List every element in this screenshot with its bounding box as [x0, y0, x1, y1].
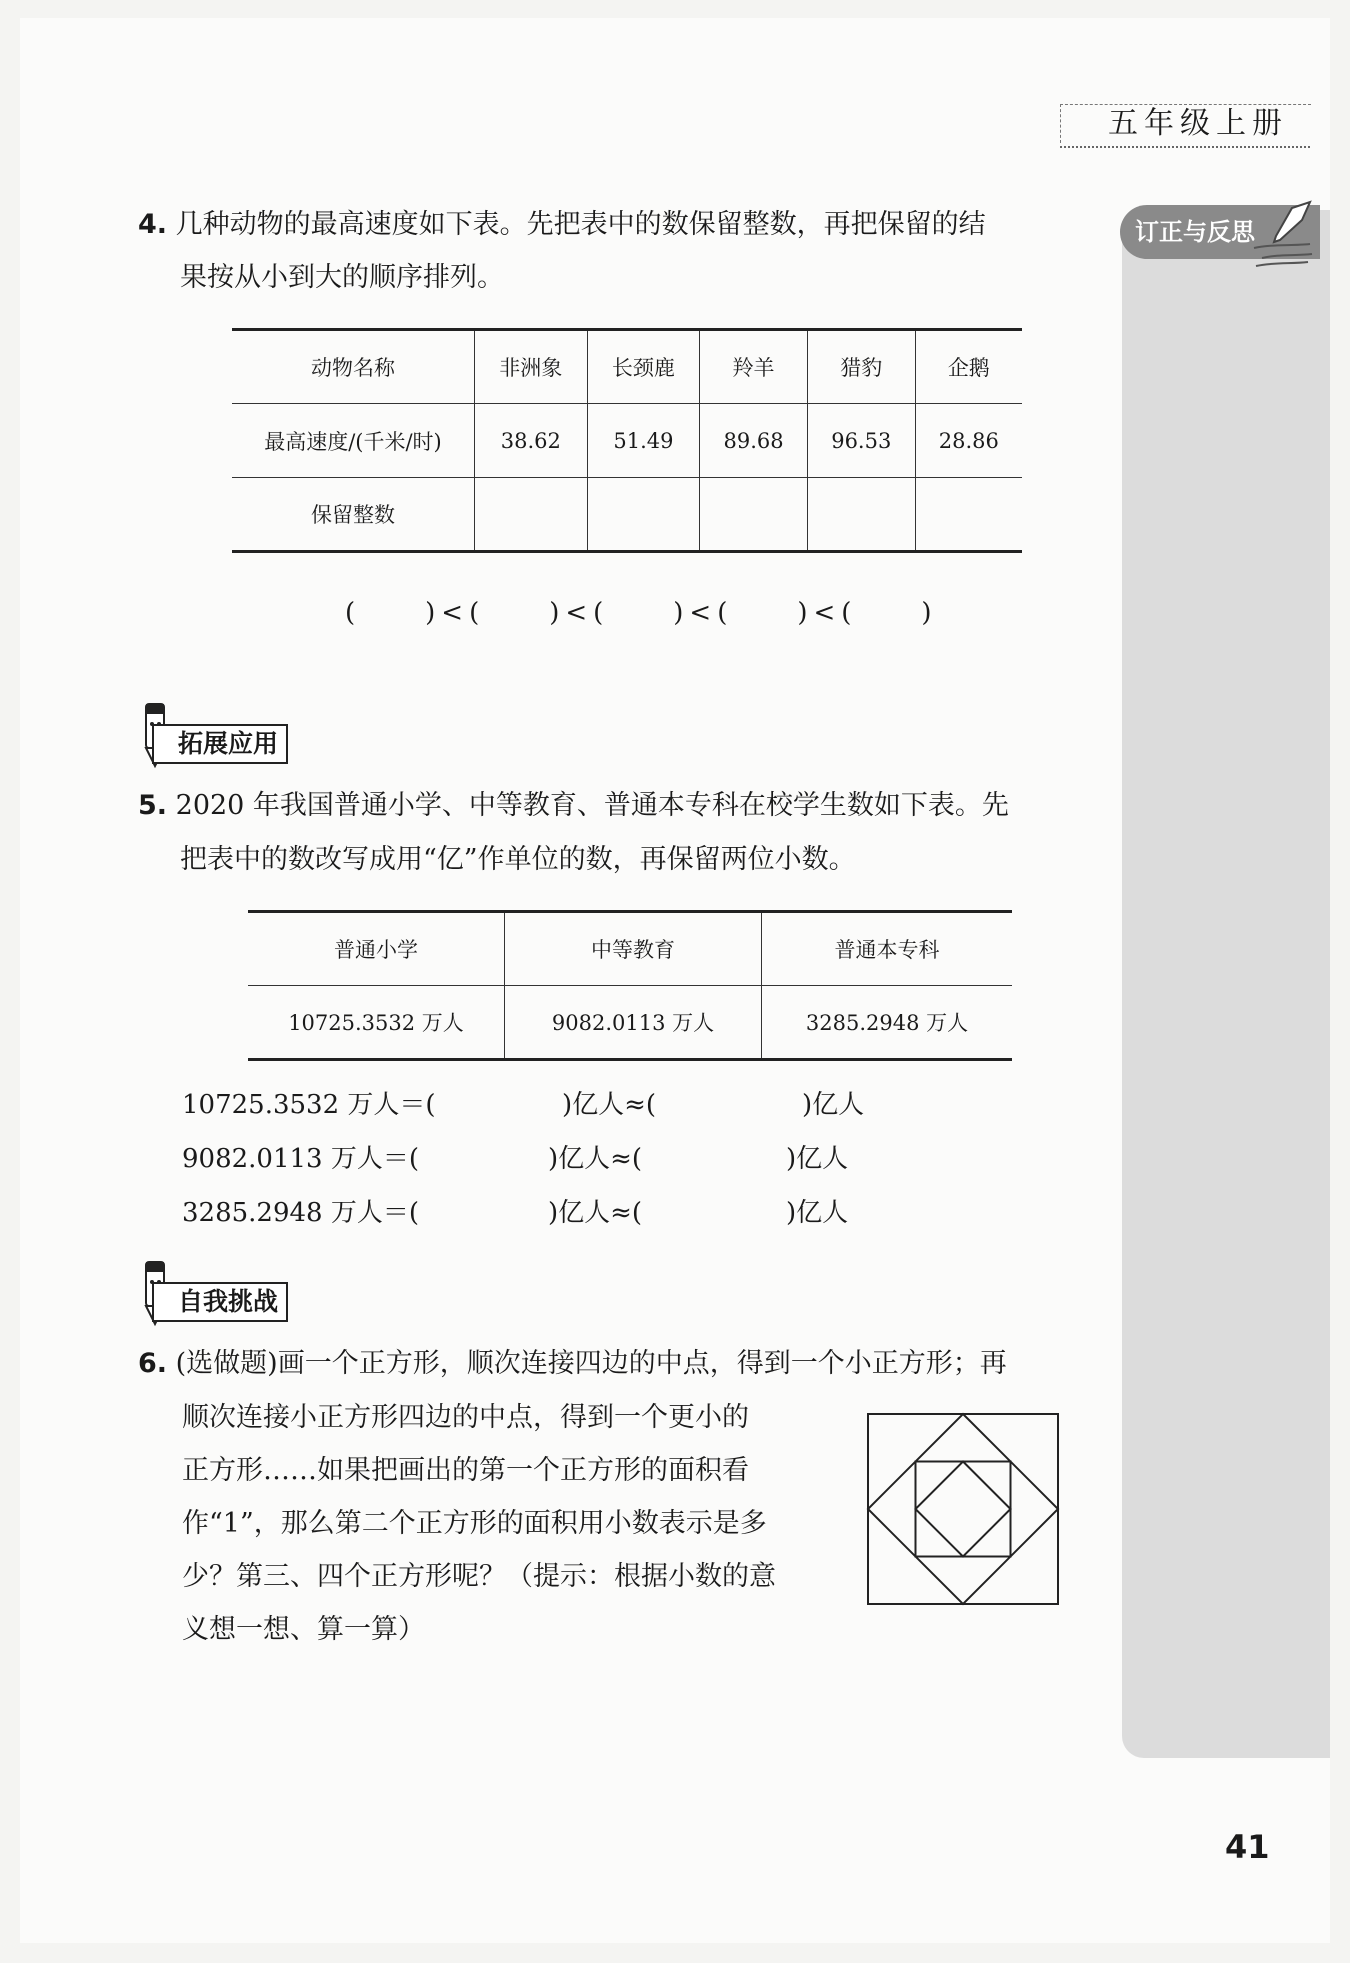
speed-cell: 38.62 — [475, 404, 588, 478]
q6-line1 — [138, 1344, 1007, 1384]
speed-cell: 96.53 — [807, 404, 915, 478]
row-header-rounded: 保留整数 — [311, 503, 395, 527]
q6-line4: 作“1”，那么第二个正方形的面积用小数表示是多 — [182, 1508, 767, 1539]
row-header-animal: 动物名称 — [311, 356, 395, 380]
fourth-square — [916, 1462, 1011, 1557]
q5-line1 — [138, 786, 1009, 826]
q5-answer-right[interactable]: )亿人 — [802, 1090, 865, 1120]
q4-ordering[interactable]: ( )<( )<( )<( )<( ) — [345, 598, 938, 628]
q4-number: 4. — [138, 209, 168, 240]
q5-student-table — [248, 910, 1012, 1061]
page-number: 41 — [1225, 1828, 1270, 1866]
answer-blank[interactable] — [587, 478, 700, 552]
q5-answer-left: 9082.0113 万人＝( — [182, 1144, 420, 1174]
third-square — [916, 1462, 1011, 1557]
animal-cell: 长颈鹿 — [587, 330, 700, 404]
table-row — [232, 330, 1022, 404]
pencil-lines-icon — [1252, 200, 1320, 272]
animal-cell: 企鹅 — [915, 330, 1022, 404]
outer-square — [868, 1414, 1058, 1604]
table-row — [248, 986, 1012, 1060]
value-cell: 9082.0113 万人 — [505, 986, 762, 1060]
q6-text1: (选做题)画一个正方形，顺次连接四边的中点，得到一个小正方形；再 — [175, 1348, 1007, 1379]
q6-line3: 正方形……如果把画出的第一个正方形的面积看 — [182, 1455, 749, 1486]
header-cell: 普通本专科 — [762, 912, 1013, 986]
q6-number: 6. — [138, 1348, 168, 1379]
section-challenge: 自我挑战 — [152, 1282, 288, 1322]
speed-cell: 51.49 — [587, 404, 700, 478]
q4-speed-table — [232, 328, 1022, 553]
row-header-speed: 最高速度/(千米/时) — [264, 429, 442, 454]
q5-number: 5. — [138, 790, 168, 821]
sidebar-tab-label: 订正与反思 — [1135, 218, 1255, 246]
header-cell: 中等教育 — [505, 912, 762, 986]
q5-answer-mid[interactable]: )亿人≈( — [562, 1090, 657, 1120]
value-cell: 10725.3532 万人 — [288, 1011, 464, 1035]
animal-cell: 羚羊 — [700, 330, 808, 404]
q5-answer-mid[interactable]: )亿人≈( — [548, 1144, 643, 1174]
q5-answer-right[interactable]: )亿人 — [786, 1198, 849, 1228]
section-expand: 拓展应用 — [152, 724, 288, 764]
q6-line5: 少？第三、四个正方形呢？（提示：根据小数的意 — [182, 1561, 776, 1592]
animal-cell: 非洲象 — [475, 330, 588, 404]
q5-answer-left: 3285.2948 万人＝( — [182, 1198, 420, 1228]
table-row — [248, 912, 1012, 986]
table-row — [232, 404, 1022, 478]
q6-line6: 义想一想、算一算） — [182, 1614, 425, 1645]
q5-answer-mid[interactable]: )亿人≈( — [548, 1198, 643, 1228]
header-cell: 普通小学 — [334, 938, 418, 962]
answer-blank[interactable] — [807, 478, 915, 552]
q5-line2: 把表中的数改写成用“亿”作单位的数，再保留两位小数。 — [180, 844, 856, 875]
value-cell: 3285.2948 万人 — [762, 986, 1013, 1060]
table-row — [232, 478, 1022, 552]
animal-cell: 猎豹 — [807, 330, 915, 404]
speed-cell: 28.86 — [915, 404, 1022, 478]
answer-blank[interactable] — [915, 478, 1022, 552]
q4-line2: 果按从小到大的顺序排列。 — [180, 262, 504, 293]
grade-text: 五年级上册 — [1108, 106, 1288, 141]
q5-text1: 2020 年我国普通小学、中等教育、普通本专科在校学生数如下表。先 — [175, 790, 1009, 821]
second-square — [868, 1414, 1058, 1604]
q5-answer-right[interactable]: )亿人 — [786, 1144, 849, 1174]
grade-header — [1060, 96, 1310, 148]
answer-blank[interactable] — [475, 478, 588, 552]
q5-answer-left: 10725.3532 万人＝( — [182, 1090, 436, 1120]
speed-cell: 89.68 — [700, 404, 808, 478]
q6-line2: 顺次连接小正方形四边的中点，得到一个更小的 — [182, 1402, 749, 1433]
correction-sidebar — [1122, 210, 1330, 1758]
q4-line1 — [138, 205, 986, 245]
q4-text1: 几种动物的最高速度如下表。先把表中的数保留整数，再把保留的结 — [175, 209, 986, 240]
answer-blank[interactable] — [700, 478, 808, 552]
nested-squares-figure — [866, 1412, 1062, 1608]
